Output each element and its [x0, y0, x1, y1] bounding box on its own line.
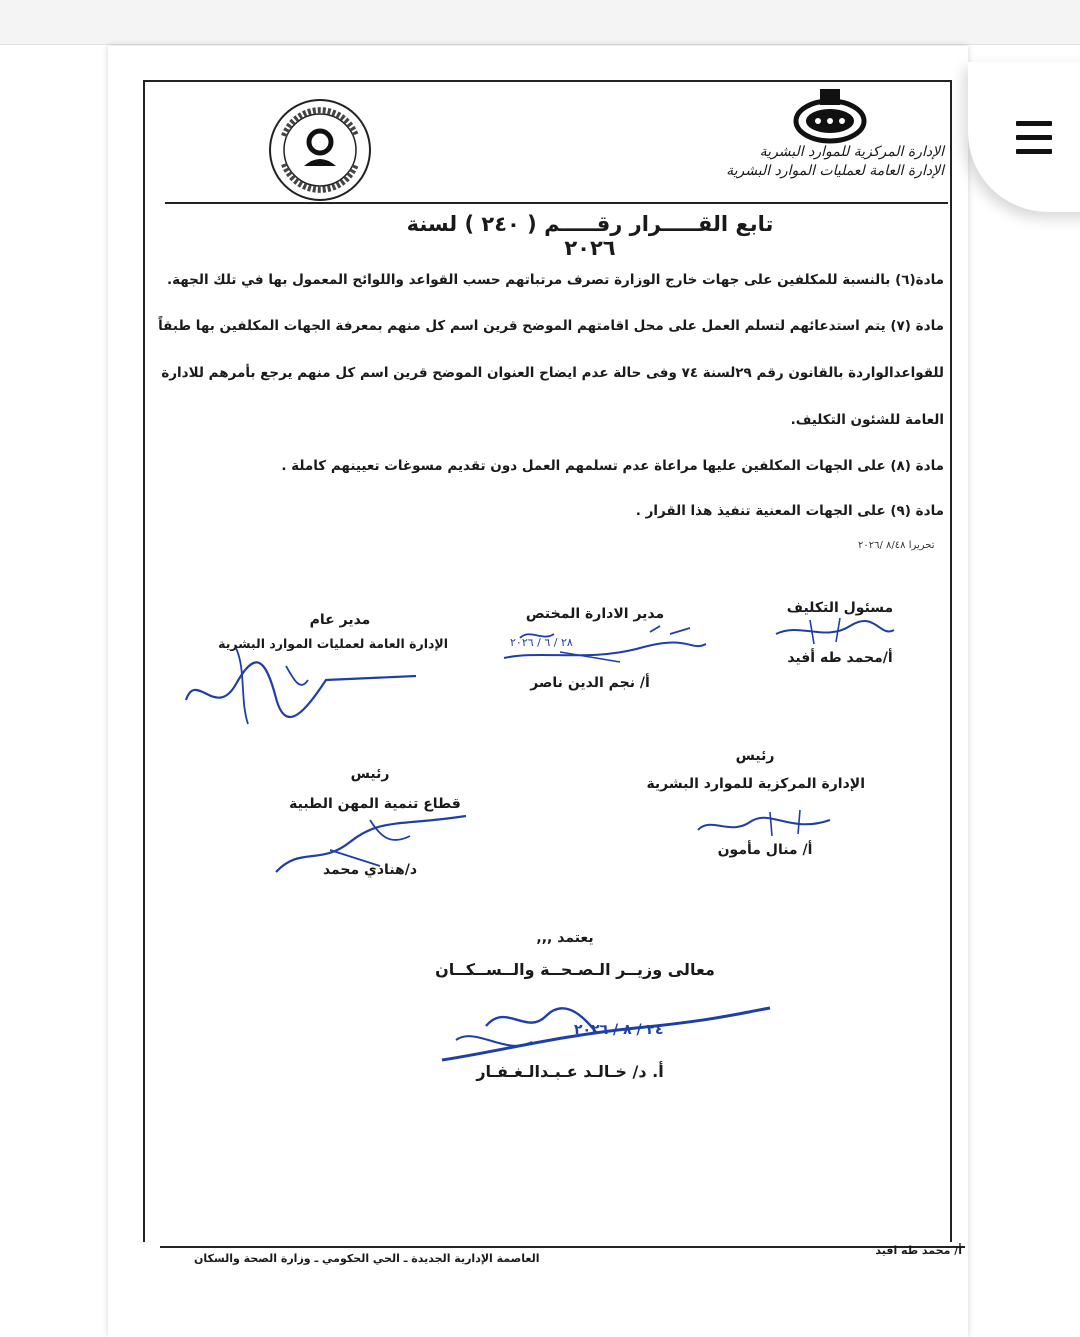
- menu-button[interactable]: [968, 62, 1080, 212]
- signatory-5-title: رئيس: [350, 766, 390, 782]
- header-org-text: [644, 143, 944, 181]
- header-divider: [165, 202, 948, 204]
- footer-address: العاصمة الإدارية الجديدة ـ الحي الحكومي ـ وزارة الصحة والسكان: [194, 1252, 540, 1265]
- signatory-2-date: ٢٨ / ٦ / ٢٠٢٦: [510, 636, 573, 649]
- ministry-emblem-icon: [790, 85, 870, 145]
- approval-minister: معالى وزيــر الـصـحــة والــســكــان: [435, 960, 715, 979]
- seal-logo-icon: [266, 96, 374, 204]
- article-7-line-3: العامة للشئون التكليف.: [790, 412, 944, 428]
- article-9: مادة (٩) على الجهات المعنية تنفيذ هذا القرار .: [635, 503, 944, 519]
- approval-label: يعتمد ,,,: [536, 930, 594, 946]
- viewer-top-bar: [0, 0, 1080, 45]
- header-org-line-1: الإدارة المركزية للموارد البشرية: [759, 144, 944, 160]
- header-org-line-2: الإدارة العامة لعمليات الموارد البشرية: [726, 163, 944, 179]
- approval-name: أ. د/ خـالـد عـبـدالـغـفـار: [476, 1062, 664, 1081]
- footer-author: أ/ محمد طه افيد: [875, 1244, 962, 1257]
- issue-date-stamp: تحريرا ٨/٤٨ /٢٠٢٦: [858, 540, 935, 551]
- signature-4-icon: [690, 806, 840, 844]
- signatory-4-title: رئيس: [735, 748, 775, 764]
- signatory-2-name: أ/ نجم الدين ناصر: [530, 675, 650, 691]
- document-title: تابع القـــــرار رقـــــم ( ٢٤٠ ) لسنة ٢٠٢٦: [406, 212, 774, 260]
- approval-date: ٢٤ / ٨ / ٢٠٢٦: [574, 1022, 664, 1038]
- signatory-2-title: مدير الادارة المختص: [525, 606, 665, 622]
- hamburger-menu-icon: [1016, 121, 1052, 154]
- signatory-1-title: مسئول التكليف: [786, 600, 894, 616]
- article-8: مادة (٨) على الجهات المكلفين عليها مراعاة عدم تسلمهم العمل دون تقديم مسوغات تعيينهم كاملة .: [281, 458, 944, 474]
- footer-divider: [160, 1246, 965, 1248]
- signatory-5-department: قطاع تنمية المهن الطبية: [289, 796, 461, 812]
- signatory-3-department: الإدارة العامة لعمليات الموارد البشرية: [218, 636, 448, 651]
- signatory-1-name: أ/محمد طه أفيد: [787, 650, 893, 666]
- signatory-4-department: الإدارة المركزية للموارد البشرية: [646, 776, 865, 792]
- signatory-3-title: مدير عام: [309, 612, 371, 628]
- article-7-line-1: مادة (٧) يتم استدعائهم لتسلم العمل على محل اقامتهم الموضح قرين اسم كل منهم بمعرفة الجهات المكلفين بها طبقاً: [158, 318, 944, 334]
- signatory-4-name: أ/ منال مأمون: [717, 842, 813, 858]
- signature-3-icon: [176, 640, 426, 730]
- signatory-5-name: د/هنادي محمد: [322, 862, 418, 878]
- article-6: مادة(٦) بالنسبة للمكلفين على جهات خارج الوزارة تصرف مرتباتهم حسب القواعد واللوائح المعمول بها في تلك الجهة.: [166, 272, 944, 288]
- article-7-line-2: للقواعدالواردة بالقانون رقم ٢٩لسنة ٧٤ وفى حالة عدم ايضاح العنوان الموضح قرين اسم كل منهم يرجع بأمرهم للادارة: [161, 365, 944, 381]
- signature-1-icon: [770, 612, 900, 652]
